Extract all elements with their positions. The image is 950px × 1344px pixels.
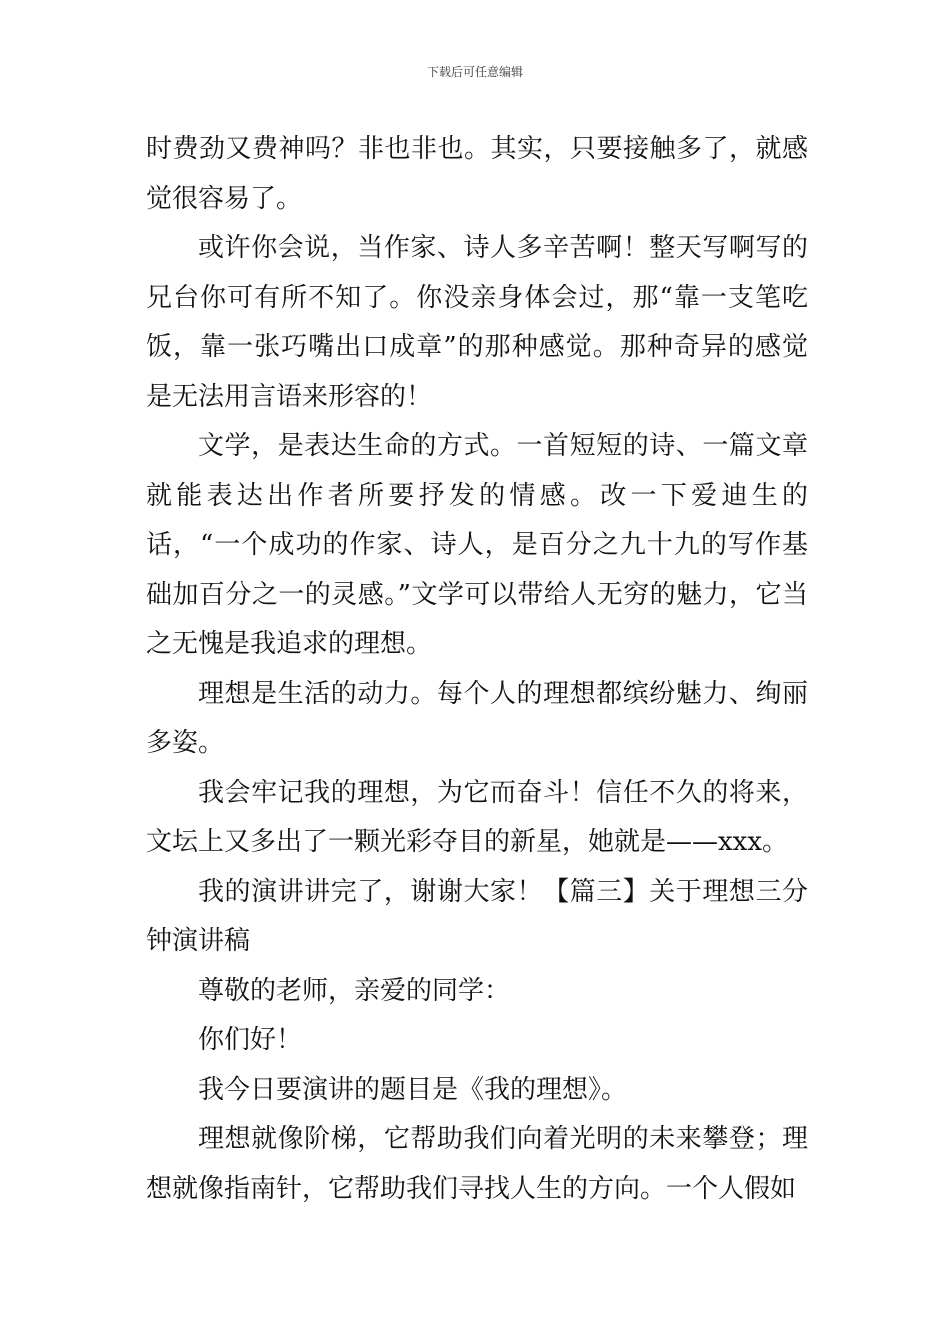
paragraph-6: 我的演讲讲完了，谢谢大家！【篇三】关于理想三分钟演讲稿 bbox=[146, 876, 808, 956]
page-header: 下载后可任意编辑 bbox=[426, 65, 523, 79]
paragraph-3: 文学，是表达生命的方式。一首短短的诗、一篇文章就能表达出作者所要抒发的情感。改一下爱迪生的话，“一个成功的作家、诗人，是百分之九十九的写作基础加百分之一的灵感。”文学可以带给人无穷的魅力，它当之无愧是我追求的理想。 bbox=[146, 431, 808, 659]
document-body bbox=[146, 125, 808, 1214]
paragraph-9: 我今日要演讲的题目是《我的理想》。 bbox=[198, 1074, 628, 1105]
paragraph-10: 理想就像阶梯，它帮助我们向着光明的未来攀登；理想就像指南针，它帮助我们寻找人生的方向。一个人假如 bbox=[146, 1124, 808, 1204]
paragraph-8: 你们好！ bbox=[198, 1025, 303, 1055]
paragraph-2: 或许你会说，当作家、诗人多辛苦啊！整天写啊写的兄台你可有所不知了。你没亲身体会过，那“靠一支笔吃饭，靠一张巧嘴出口成章”的那种感觉。那种奇异的感觉是无法用言语来形容的！ bbox=[146, 233, 808, 412]
paragraph-5: 我会牢记我的理想，为它而奋斗！信任不久的将来，文坛上又多出了一颗光彩夺目的新星，她就是——xxx。 bbox=[146, 777, 808, 857]
paragraph-7: 尊敬的老师，亲爱的同学： bbox=[198, 975, 511, 1006]
paragraph-1: 时费劲又费神吗？非也非也。其实，只要接触多了，就感觉很容易了。 bbox=[146, 134, 808, 214]
paragraph-4: 理想是生活的动力。每个人的理想都缤纷魅力、绚丽多姿。 bbox=[146, 678, 808, 758]
